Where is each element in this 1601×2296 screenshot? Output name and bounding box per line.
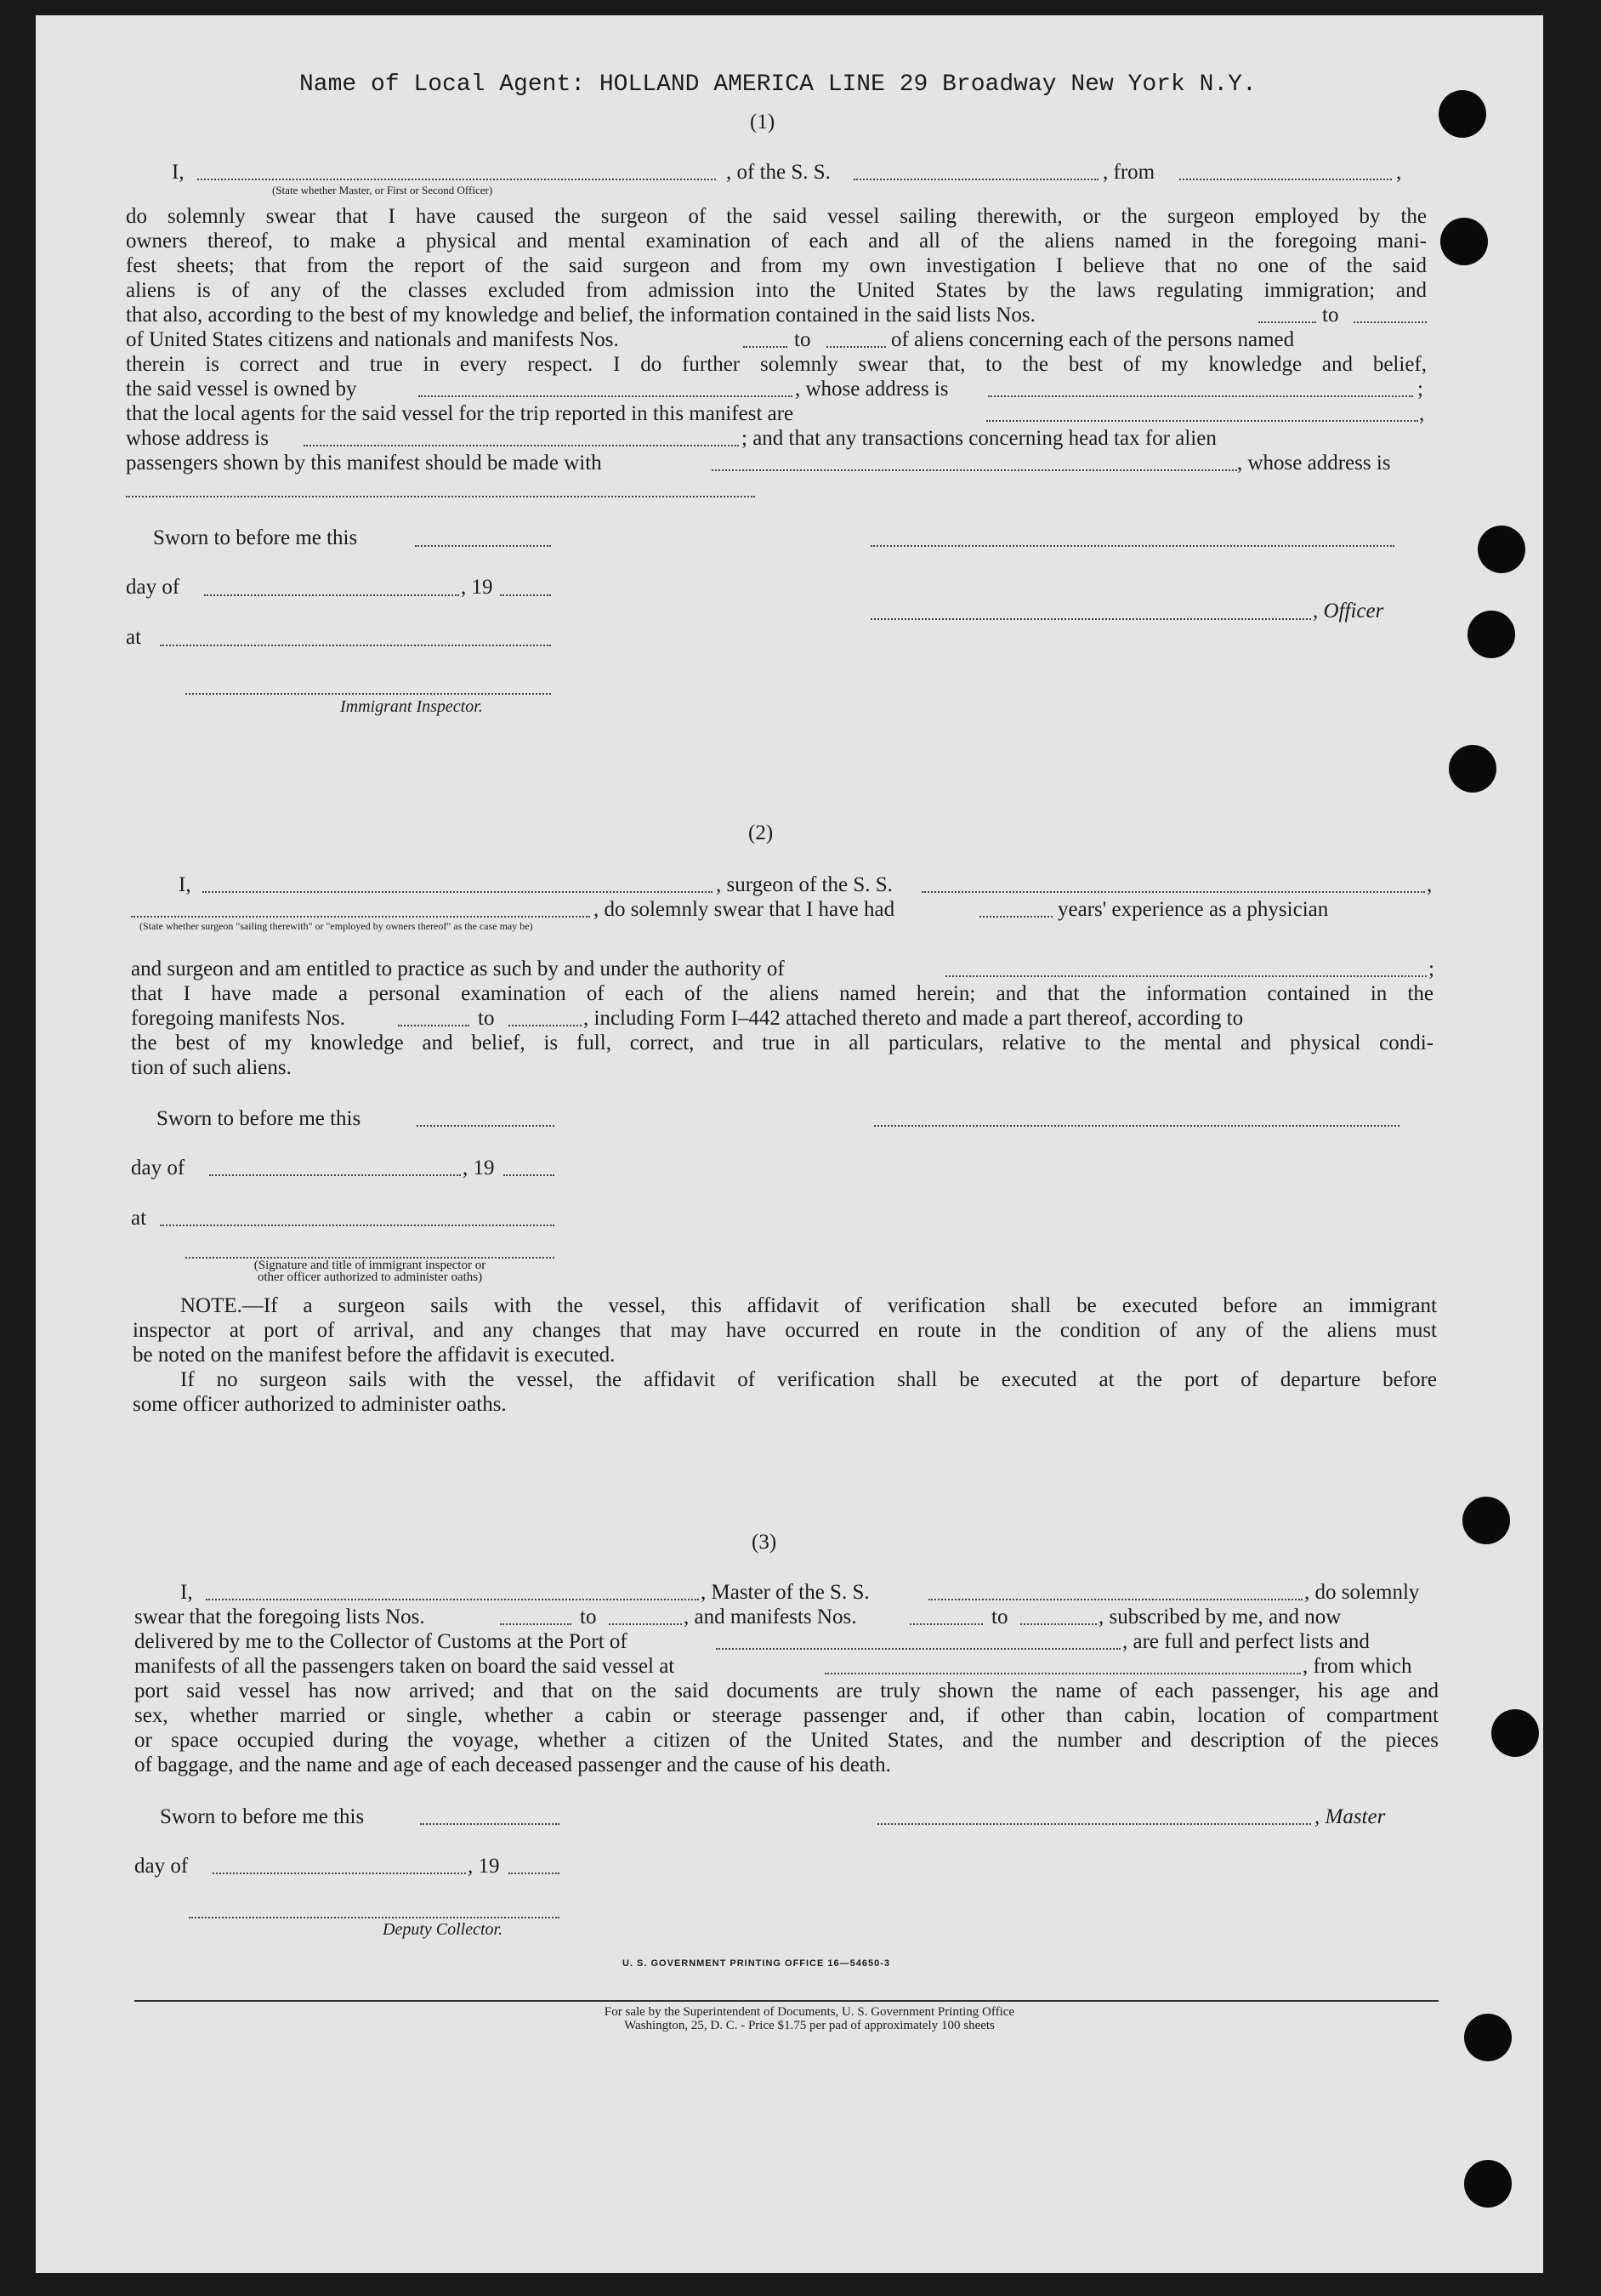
s2-years: years' experience as a physician (1058, 898, 1329, 921)
section-2-number: (2) (748, 821, 774, 844)
s3-line-3: manifests of all the passengers taken on board the said vessel at (134, 1655, 675, 1678)
binder-hole (1464, 2014, 1512, 2061)
s1-line-1: do solemnly swear that I have caused the surgeon of the said vessel sailing therewith, or the surgeon employed by the (126, 205, 1427, 228)
s3-and-manifests: , and manifests Nos. (684, 1605, 857, 1628)
s1-at: at (126, 626, 142, 649)
s2-form: , including Form I–442 attached thereto and made a part thereof, according to (583, 1007, 1244, 1030)
note-line-3: be noted on the manifest before the affidavit is executed. (133, 1344, 616, 1367)
gpo-code: U. S. GOVERNMENT PRINTING OFFICE 16—54650-3 (622, 1958, 891, 1969)
note-line-5: some officer authorized to administer oaths. (133, 1393, 507, 1416)
s1-line-11: passengers shown by this manifest should be made with (126, 452, 602, 475)
s3-line-1: swear that the foregoing lists Nos. (134, 1605, 425, 1628)
s2-line-3: foregoing manifests Nos. (131, 1007, 346, 1030)
binder-hole (1478, 526, 1525, 573)
s3-full-lists: , are full and perfect lists and (1122, 1630, 1370, 1653)
s1-line-6: of United States citizens and nationals and manifests Nos. (126, 328, 619, 351)
binder-hole (1449, 745, 1496, 793)
binder-hole (1462, 1497, 1510, 1544)
section-3-number: (3) (752, 1531, 777, 1554)
binder-hole (1464, 2160, 1512, 2208)
section-1-number: (1) (750, 111, 775, 134)
s3-sworn: Sworn to before me this (160, 1805, 365, 1828)
s1-of-aliens: of aliens concerning each of the persons named (891, 328, 1295, 351)
s1-line-8: the said vessel is owned by (126, 378, 357, 401)
s1-line-3: fest sheets; that from the report of the said surgeon and from my own investigation I believe that no one of the said (126, 254, 1427, 277)
s1-line-7: therein is correct and true in every respect. I do further solemnly swear that, to the best of my knowledge and belief, (126, 353, 1427, 376)
s3-subscribed: , subscribed by me, and now (1099, 1605, 1342, 1628)
s1-day-of: day of (126, 576, 180, 599)
s3-line-5: sex, whether married or single, whether a cabin or steerage passenger and, if other than cabin, location of compartment (134, 1704, 1439, 1727)
s1-i: I, (172, 161, 185, 184)
s2-line-2: that I have made a personal examination of each of the aliens named herein; and that the information contained in the (131, 982, 1434, 1005)
s1-officer-label: , Officer (1313, 600, 1384, 622)
s2-surgeon-of-ss: , surgeon of the S. S. (716, 873, 893, 896)
footer-sale-1: For sale by the Superintendent of Documents, U. S. Government Printing Office (604, 2005, 1015, 2019)
s1-head-tax: ; and that any transactions concerning head tax for alien (741, 427, 1217, 450)
s1-line-4: aliens is of any of the classes excluded from admission into the United States by the laws regulating immigration; and (126, 279, 1427, 302)
s2-swear: , do solemnly swear that I have had (593, 898, 895, 921)
s3-line-7: of baggage, and the name and age of each deceased passenger and the cause of his death. (134, 1753, 891, 1776)
s2-line-4: the best of my knowledge and belief, is full, correct, and true in all particulars, relative to the mental and physical condi- (131, 1031, 1434, 1054)
s1-immigrant-inspector: Immigrant Inspector. (340, 697, 483, 716)
note-line-2: inspector at port of arrival, and any changes that may have occurred en route in the condition of any of the aliens must (133, 1319, 1437, 1342)
s3-master-label: , Master (1314, 1805, 1386, 1828)
s2-sig-caption-1: (Signature and title of immigrant inspector or (253, 1259, 486, 1272)
s1-line-10: whose address is (126, 427, 270, 450)
s2-line-1: and surgeon and am entitled to practice as such by and under the authority of (131, 958, 785, 980)
s2-caption: (State whether surgeon "sailing therewith" or "employed by owners thereof" as the case may be) (139, 920, 533, 932)
note-line-4: If no surgeon sails with the vessel, the affidavit of verification shall be executed at the port of departure before (180, 1368, 1437, 1391)
footer-sale-2: Washington, 25, D. C. - Price $1.75 per pad of approximately 100 sheets (624, 2019, 995, 2032)
s3-line-2: delivered by me to the Collector of Customs at the Port of (134, 1630, 627, 1653)
s2-day-of: day of (131, 1157, 185, 1179)
local-agent-line: Name of Local Agent: HOLLAND AMERICA LINE 29 Broadway New York N.Y. (299, 71, 1257, 98)
s1-line-5: that also, according to the best of my knowledge and belief, the information contained in the said lists Nos. (126, 304, 1036, 327)
manifest-page: Name of Local Agent: HOLLAND AMERICA LINE 29 Broadway New York N.Y. (1) I, , of the S. S. , from , (State whether Master, or First or Second Officer) do solemnly swear that I have caused the surgeon of the said vessel sailing therewith, or the surgeon employed by the owners thereof, to make a physical and mental examination of each and all of the aliens named in the foregoing mani- fest sheets; that from the report of the said surgeon and from my own investigation I believe that no one of the said aliens is of any of the classes excluded from admission into the United States by the laws regulating immigration; and that also, according to the best of my knowledge and belief, the information contained in the said lists Nos. to of United States citizens and nationals and manifests Nos. to of aliens concerning each of the persons named therein is correct and true in every respect. I do further solemnly swear that, to the best of my knowledge and belief, the said vessel is owned by , whose address is ; that the local agents for the said vessel for the trip reported in this manifest are , whose address is ; and that any transactions concerning head tax for alien passengers shown by this manifest should be made with , whose address is Sworn to before me this day of , 19 , Officer at Immigrant Inspector. (2) I, , surgeon of the S. S. , , do solemnly swear that I have had years' experience as a physician (State whether surgeon "sailing therewith" or "employed by owners thereof" as the case may be) and surgeon and am entitled to practice as such by and under the authority of ; that I have made a personal examination of each of the aliens named herein; and that the information contained in the foregoing manifests Nos. to , including Form I–442 attached thereto and made a part thereof, according to the best of my knowledge and belief, is full, correct, and true in all particulars, relative to the mental and physical condi- tion of such aliens. Sworn to before me this day of , 19 at (Signature and title of immigrant inspector or other officer authorized to administer oaths) NOTE.—If a surgeon sails with the vessel, this affidavit of verification shall be executed before an immigrant inspector at port of arrival, and any changes that may have occurred en route in the condition of any of the aliens must be noted on the manifest before the affidavit is executed. If no surgeon sails with the vessel, the affidavit of verification shall be executed at the port of departure before some officer authorized to administer oaths. (3) I, , Master of the S. S. , do solemnly swear that the foregoing lists Nos. to , and manifests Nos. to , subscribed by me, and now delivered by me to the Collector of Customs at the Port of , are full and perfect lists and manifests of all the passengers taken on board the said vessel at , from which port said vessel has now arrived; and that on the said documents are truly shown the name of each passenger, his age and sex, whether married or single, whether a cabin or steerage passenger and, if other than cabin, location of compartment or space occupied during the voyage, whether a citizen of the United States, and the number and description of the pieces of baggage, and the name and age of each deceased passenger and the cause of his death. Sworn to before me this , Master day of , 19 Deputy Collector. U. S. GOVERNMENT PRINTING OFFICE 16—54650-3 For sale by the Superintendent of Documents, U. S. Government Printing Office Washington, 25, D. C. - Price $1.75 per pad of approximately 100 sheets (36, 15, 1543, 2273)
s3-line-6: or space occupied during the voyage, whether a citizen of the United States, and the number and description of the pieces (134, 1729, 1439, 1752)
note-line-1: NOTE.—If a surgeon sails with the vessel, this affidavit of verification shall be executed before an immigrant (180, 1294, 1437, 1317)
s3-solemnly: , do solemnly (1304, 1581, 1420, 1604)
s3-from-which: , from which (1303, 1655, 1412, 1678)
s2-sig-caption-2: other officer authorized to administer oaths) (257, 1270, 483, 1284)
s2-sworn: Sworn to before me this (156, 1107, 361, 1130)
s2-line-5: tion of such aliens. (131, 1056, 292, 1079)
binder-hole (1440, 218, 1488, 265)
s3-deputy-collector: Deputy Collector. (383, 1920, 503, 1939)
s1-line-2: owners thereof, to make a physical and mental examination of each and all of the aliens named in the foregoing mani- (126, 230, 1427, 253)
s3-day-of: day of (134, 1855, 189, 1878)
binder-hole (1491, 1709, 1539, 1757)
s2-at: at (131, 1207, 147, 1230)
binder-hole (1439, 90, 1486, 138)
binder-hole (1468, 611, 1515, 658)
s3-master-of-ss: , Master of the S. S. (701, 1581, 870, 1604)
s1-sworn: Sworn to before me this (153, 526, 358, 549)
s1-of-ss: , of the S. S. (726, 161, 831, 184)
s1-caption: (State whether Master, or First or Second Officer) (272, 184, 493, 196)
s1-line-9: that the local agents for the said vessel for the trip reported in this manifest are (126, 402, 794, 425)
s3-line-4: port said vessel has now arrived; and that on the said documents are truly shown the name of each passenger, his age and (134, 1679, 1439, 1702)
s1-from: , from (1103, 161, 1155, 184)
